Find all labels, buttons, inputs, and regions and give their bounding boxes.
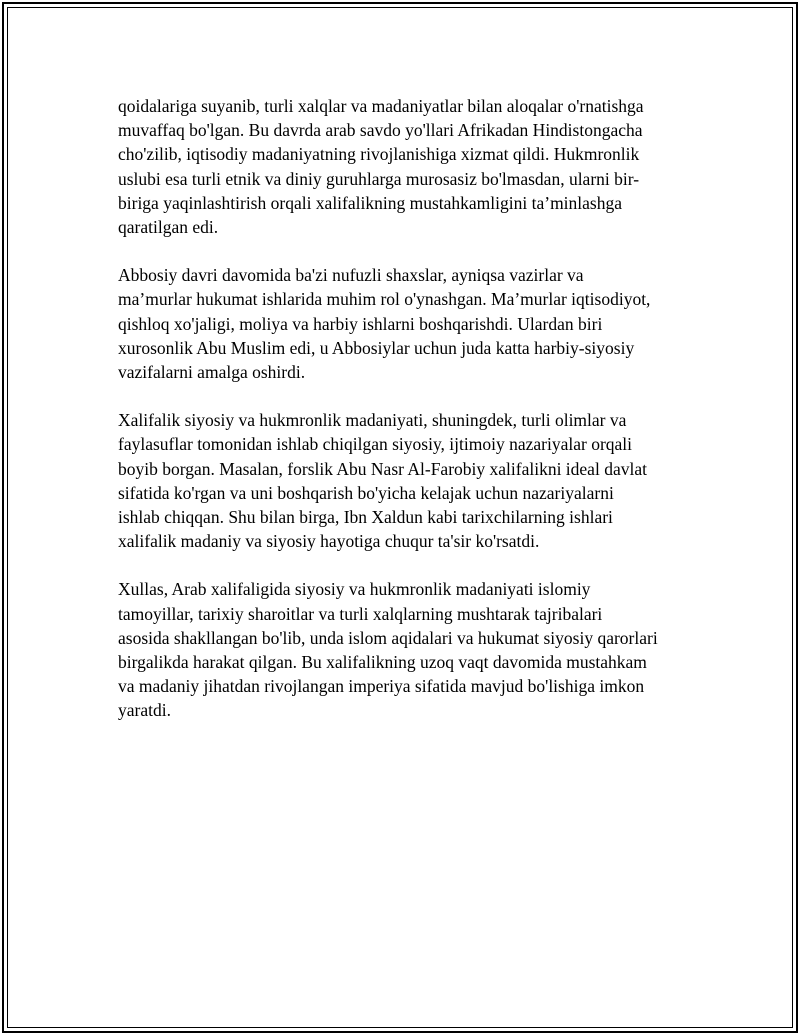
paragraph-4: [118, 577, 678, 722]
text-line: tamoyillar, tarixiy sharoitlar va turli xalqlarning mushtarak tajribalari: [118, 603, 603, 624]
text-line: cho'zilib, iqtisodiy madaniyatning rivojlanishiga xizmat qildi. Hukmronlik: [118, 144, 640, 165]
text-line: yaratdi.: [118, 700, 171, 721]
text-line: vazifalarni amalga oshirdi.: [118, 362, 306, 383]
text-line: faylasuflar tomonidan ishlab chiqilgan siyosiy, ijtimoiy nazariyalar orqali: [118, 434, 633, 455]
text-line: ma’murlar hukumat ishlarida muhim rol o'ynashgan. Ma’murlar iqtisodiyot,: [118, 289, 651, 310]
document-body: [118, 94, 678, 747]
text-line: Abbosiy davri davomida ba'zi nufuzli shaxslar, ayniqsa vazirlar va: [118, 265, 584, 286]
text-line: sifatida ko'rgan va uni boshqarish bo'yicha kelajak uchun nazariyalarni: [118, 482, 614, 503]
text-line: qishloq xo'jaligi, moliya va harbiy ishlarni boshqarishdi. Ulardan biri: [118, 313, 603, 334]
paragraph-1: [118, 94, 678, 239]
text-line: birgalikda harakat qilgan. Bu xalifalikning uzoq vaqt davomida mustahkam: [118, 652, 647, 673]
text-line: xurosonlik Abu Muslim edi, u Abbosiylar uchun juda katta harbiy-siyosiy: [118, 337, 635, 358]
paragraph-2: [118, 263, 678, 384]
text-line: biriga yaqinlashtirish orqali xalifalikning mustahkamligini ta’minlashga: [118, 192, 622, 213]
text-line: Xalifalik siyosiy va hukmronlik madaniyati, shuningdek, turli olimlar va: [118, 410, 627, 431]
paragraph-3: [118, 408, 678, 553]
text-line: ishlab chiqqan. Shu bilan birga, Ibn Xaldun kabi tarixchilarning ishlari: [118, 507, 613, 528]
text-line: xalifalik madaniy va siyosiy hayotiga chuqur ta'sir ko'rsatdi.: [118, 531, 540, 552]
text-line: va madaniy jihatdan rivojlangan imperiya sifatida mavjud bo'lishiga imkon: [118, 676, 645, 697]
text-line: boyib borgan. Masalan, forslik Abu Nasr Al-Farobiy xalifalikni ideal davlat: [118, 458, 647, 479]
text-line: qaratilgan edi.: [118, 217, 219, 238]
text-line: muvaffaq bo'lgan. Bu davrda arab savdo yo'llari Afrikadan Hindistongacha: [118, 120, 643, 141]
text-line: asosida shakllangan bo'lib, unda islom aqidalari va hukumat siyosiy qarorlari: [118, 627, 658, 648]
text-line: uslubi esa turli etnik va diniy guruhlarga murosasiz bo'lmasdan, ularni bir-: [118, 168, 640, 189]
text-line: qoidalariga suyanib, turli xalqlar va madaniyatlar bilan aloqalar o'rnatishga: [118, 96, 644, 116]
text-line: Xullas, Arab xalifaligida siyosiy va hukmronlik madaniyati islomiy: [118, 579, 591, 600]
